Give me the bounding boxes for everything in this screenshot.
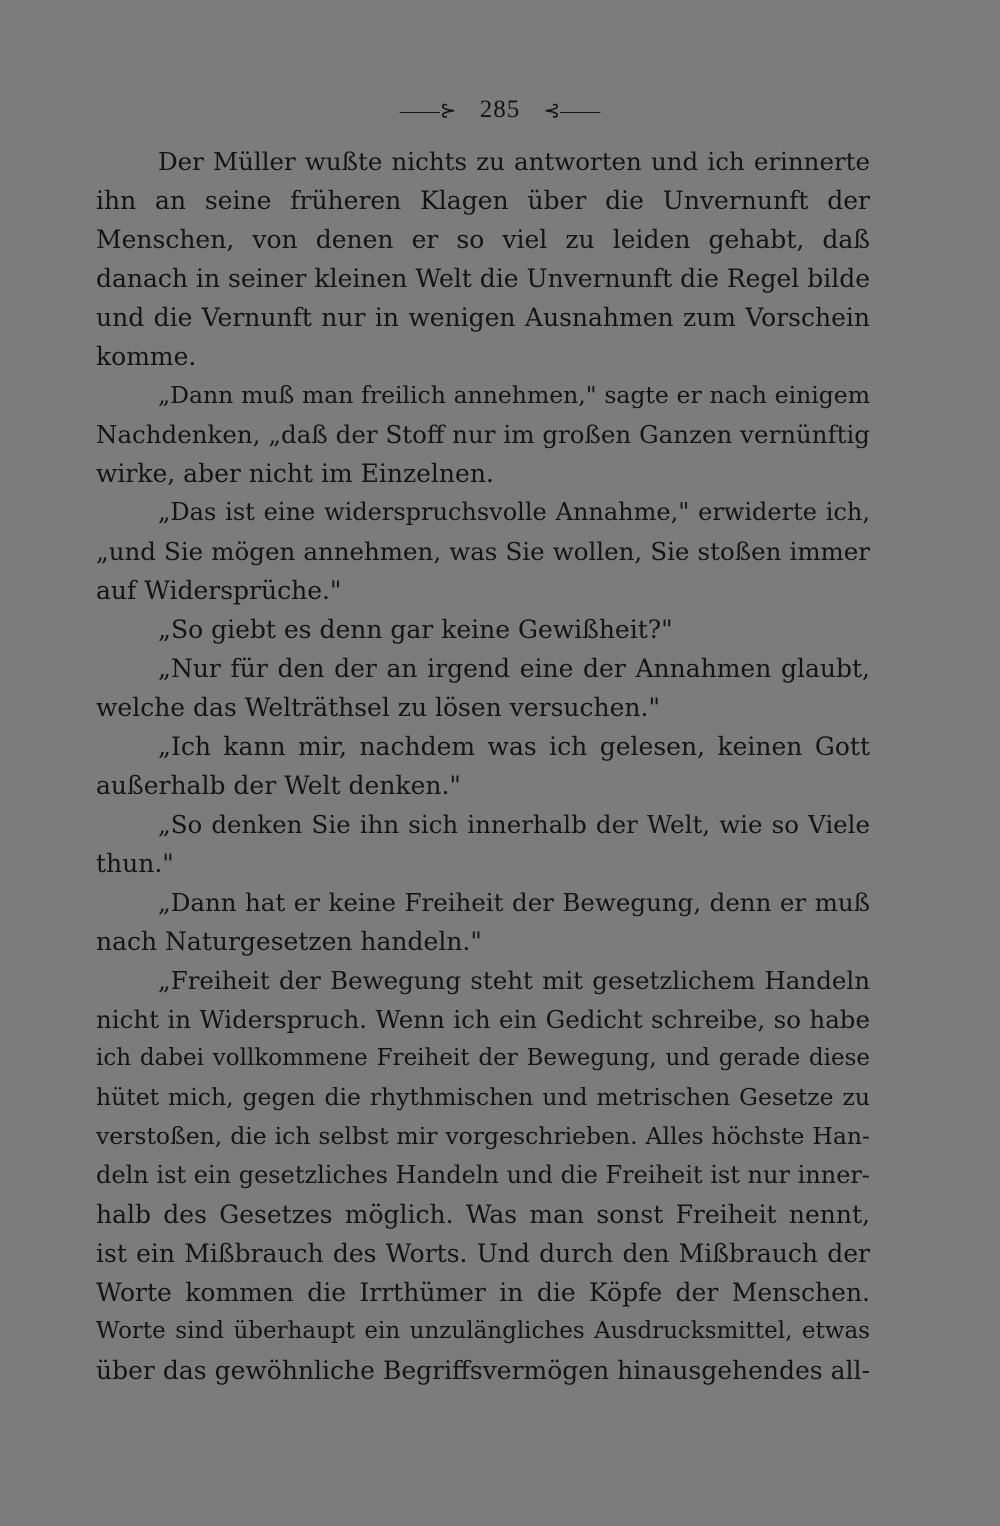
text-line: danach in seiner kleinen Welt die Unvernunft die Regel bilde bbox=[96, 264, 870, 293]
text-line: ihn an seine früheren Klagen über die Unvernunft der bbox=[96, 186, 870, 215]
text-line: „und Sie mögen annehmen, was Sie wollen, Sie stoßen immer bbox=[96, 537, 870, 566]
text-line: „Das ist eine widerspruchsvolle Annahme," erwiderte ich, bbox=[158, 498, 870, 526]
page-number: 285 bbox=[479, 96, 521, 123]
page-header bbox=[0, 92, 1000, 129]
text-line: „Dann muß man freilich annehmen," sagte er nach einigem bbox=[158, 381, 870, 409]
text-line: „So giebt es denn gar keine Gewißheit?" bbox=[158, 615, 673, 644]
text-line: Worte sind überhaupt ein unzulängliches Ausdrucksmittel, etwas bbox=[96, 1318, 870, 1344]
text-line: und die Vernunft nur in wenigen Ausnahmen zum Vorschein bbox=[96, 303, 870, 332]
text-line: Menschen, von denen er so viel zu leiden gehabt, daß bbox=[96, 225, 870, 254]
text-line: hütet mich, gegen die rhythmischen und metrischen Gesetze zu bbox=[96, 1083, 870, 1111]
text-line: komme. bbox=[96, 342, 197, 371]
text-line: „Ich kann mir, nachdem was ich gelesen, keinen Gott bbox=[158, 732, 870, 761]
text-line: nicht in Widerspruch. Wenn ich ein Gedicht schreibe, so habe bbox=[96, 1005, 870, 1034]
text-line: ist ein Mißbrauch des Worts. Und durch den Mißbrauch der bbox=[96, 1239, 870, 1268]
right-ornament: ⊰—— bbox=[543, 100, 601, 123]
text-line: welche das Welträthsel zu lösen versuchen." bbox=[96, 693, 660, 722]
left-ornament: ——⊱ bbox=[399, 100, 457, 123]
text-line: thun." bbox=[96, 849, 174, 878]
text-line: ich dabei vollkommene Freiheit der Bewegung, und gerade diese bbox=[96, 1045, 870, 1071]
text-line: „Nur für den der an irgend eine der Annahmen glaubt, bbox=[158, 654, 870, 683]
text-line: halb des Gesetzes möglich. Was man sonst Freiheit nennt, bbox=[96, 1200, 870, 1229]
text-line: Worte kommen die Irrthümer in die Köpfe der Menschen. bbox=[96, 1278, 870, 1307]
text-line: wirke, aber nicht im Einzelnen. bbox=[96, 459, 494, 488]
text-line: außerhalb der Welt denken." bbox=[96, 771, 461, 800]
text-line: nach Naturgesetzen handeln." bbox=[96, 927, 482, 956]
text-line: „Dann hat er keine Freiheit der Bewegung, denn er muß bbox=[158, 888, 870, 917]
text-line: auf Widersprüche." bbox=[96, 576, 342, 605]
text-line: deln ist ein gesetzliches Handeln und die Freiheit ist nur inner- bbox=[96, 1161, 870, 1189]
page-text bbox=[96, 142, 870, 1390]
text-line: über das gewöhnliche Begriffsvermögen hinausgehendes all- bbox=[96, 1356, 870, 1385]
text-line: Nachdenken, „daß der Stoff nur im großen Ganzen vernünftig bbox=[96, 420, 870, 449]
text-line: verstoßen, die ich selbst mir vorgeschrieben. Alles höchste Han- bbox=[96, 1122, 870, 1150]
text-line: „Freiheit der Bewegung steht mit gesetzlichem Handeln bbox=[158, 966, 870, 995]
text-line: Der Müller wußte nichts zu antworten und ich erinnerte bbox=[158, 147, 870, 176]
text-line: „So denken Sie ihn sich innerhalb der Welt, wie so Viele bbox=[158, 810, 870, 839]
